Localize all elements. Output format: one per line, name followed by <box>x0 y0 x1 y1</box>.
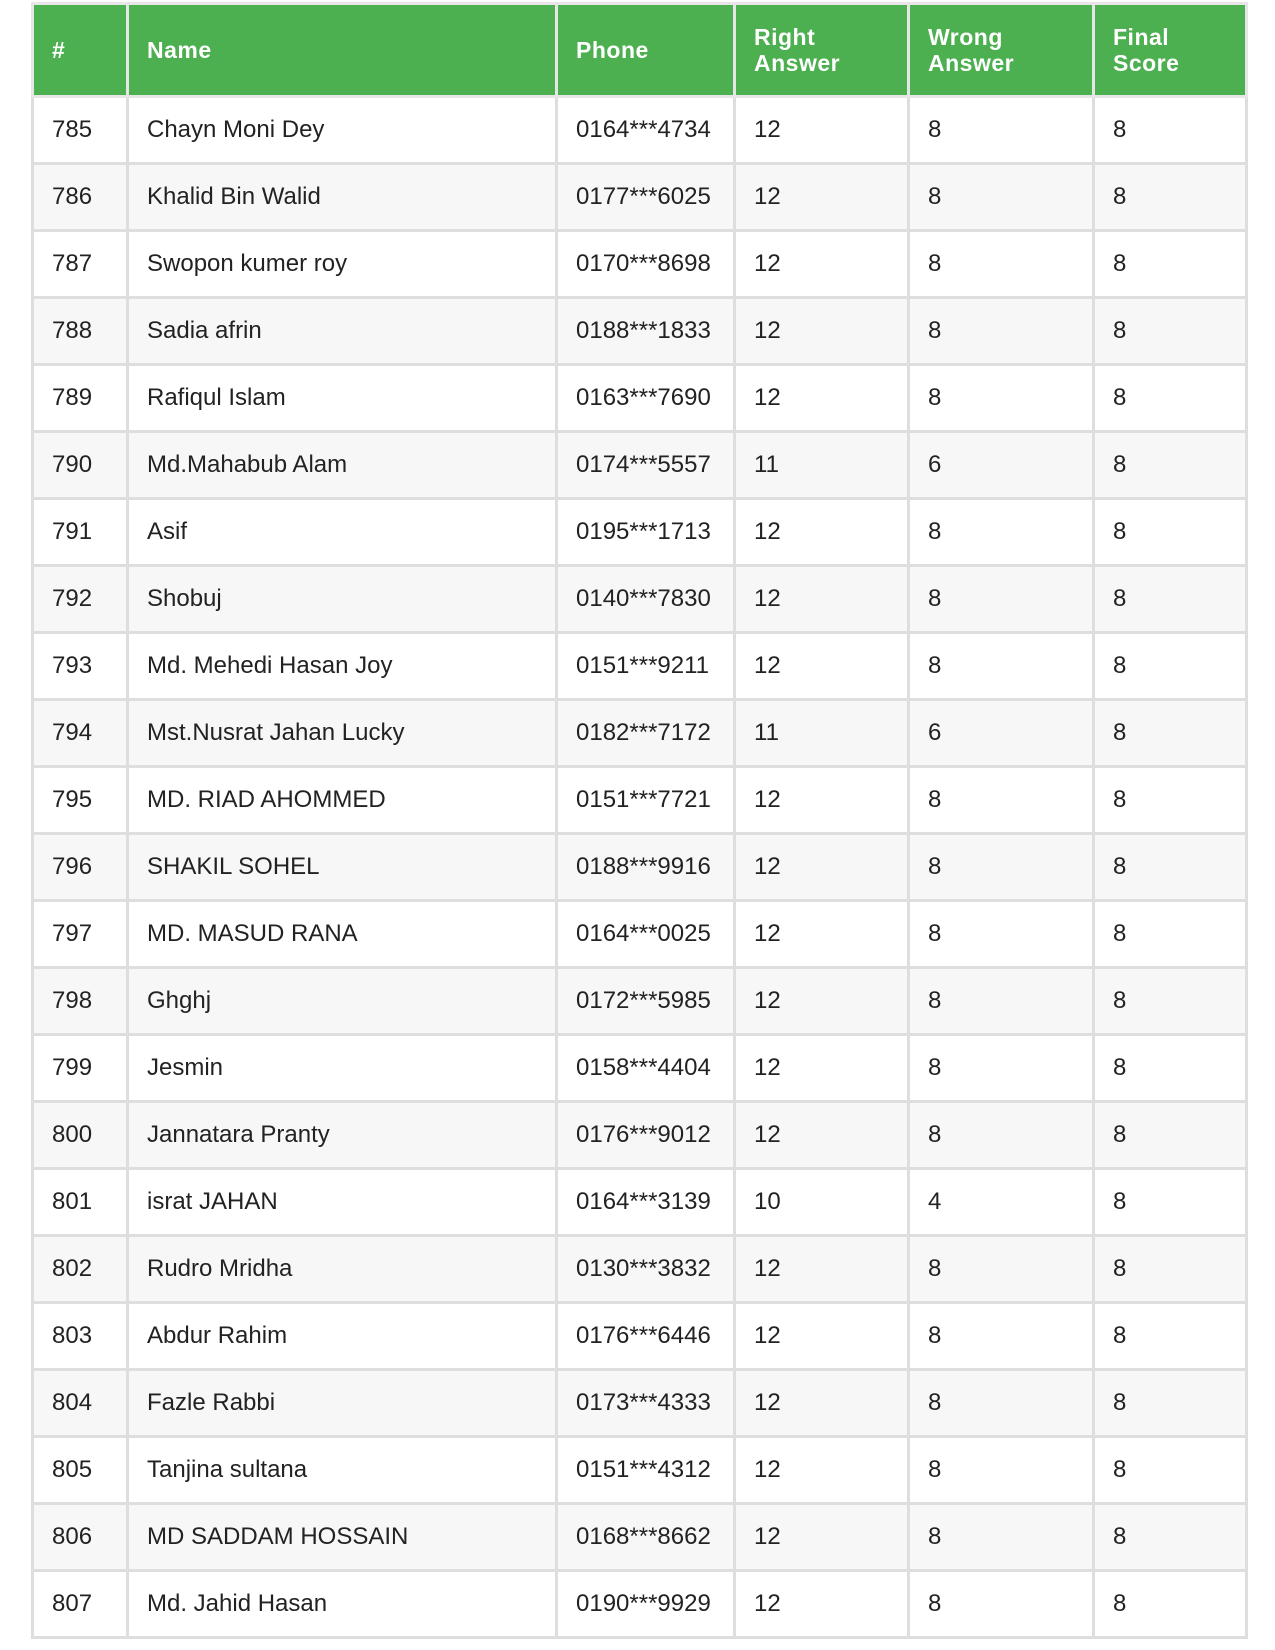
table-row <box>33 1169 1247 1236</box>
table-row <box>33 1571 1247 1638</box>
table-row <box>33 901 1247 968</box>
cell-name: Mst.Nusrat Jahan Lucky <box>128 700 557 767</box>
cell-right-answer: 12 <box>735 164 909 231</box>
cell-wrong-answer: 8 <box>909 164 1094 231</box>
cell-right-answer: 12 <box>735 231 909 298</box>
cell-number: 797 <box>33 901 128 968</box>
table-row <box>33 1437 1247 1504</box>
cell-name: Asif <box>128 499 557 566</box>
header-cell-final-score: Final Score <box>1094 4 1247 97</box>
cell-phone: 0190***9929 <box>557 1571 735 1638</box>
cell-phone: 0182***7172 <box>557 700 735 767</box>
cell-name: Jesmin <box>128 1035 557 1102</box>
cell-final-score: 8 <box>1094 1236 1247 1303</box>
cell-number: 791 <box>33 499 128 566</box>
cell-name: MD. RIAD AHOMMED <box>128 767 557 834</box>
cell-final-score: 8 <box>1094 1504 1247 1571</box>
cell-phone: 0163***7690 <box>557 365 735 432</box>
cell-phone: 0130***3832 <box>557 1236 735 1303</box>
cell-final-score: 8 <box>1094 365 1247 432</box>
cell-final-score: 8 <box>1094 1102 1247 1169</box>
cell-right-answer: 11 <box>735 700 909 767</box>
cell-final-score: 8 <box>1094 298 1247 365</box>
cell-phone: 0172***5985 <box>557 968 735 1035</box>
table-row <box>33 633 1247 700</box>
cell-right-answer: 12 <box>735 1437 909 1504</box>
cell-phone: 0168***8662 <box>557 1504 735 1571</box>
table-row <box>33 231 1247 298</box>
cell-final-score: 8 <box>1094 633 1247 700</box>
cell-right-answer: 12 <box>735 1504 909 1571</box>
cell-number: 807 <box>33 1571 128 1638</box>
cell-right-answer: 12 <box>735 1571 909 1638</box>
cell-final-score: 8 <box>1094 231 1247 298</box>
cell-final-score: 8 <box>1094 499 1247 566</box>
cell-final-score: 8 <box>1094 1303 1247 1370</box>
cell-right-answer: 12 <box>735 298 909 365</box>
cell-right-answer: 12 <box>735 566 909 633</box>
cell-right-answer: 10 <box>735 1169 909 1236</box>
header-row <box>33 4 1247 97</box>
cell-wrong-answer: 8 <box>909 97 1094 164</box>
cell-wrong-answer: 8 <box>909 1035 1094 1102</box>
cell-final-score: 8 <box>1094 97 1247 164</box>
cell-wrong-answer: 6 <box>909 432 1094 499</box>
cell-number: 805 <box>33 1437 128 1504</box>
table-row <box>33 1102 1247 1169</box>
table-row <box>33 1370 1247 1437</box>
cell-name: Swopon kumer roy <box>128 231 557 298</box>
cell-right-answer: 12 <box>735 767 909 834</box>
cell-number: 796 <box>33 834 128 901</box>
cell-wrong-answer: 8 <box>909 1102 1094 1169</box>
cell-wrong-answer: 8 <box>909 1236 1094 1303</box>
cell-phone: 0188***9916 <box>557 834 735 901</box>
cell-wrong-answer: 8 <box>909 968 1094 1035</box>
header-cell-right-answer: Right Answer <box>735 4 909 97</box>
cell-final-score: 8 <box>1094 432 1247 499</box>
cell-final-score: 8 <box>1094 767 1247 834</box>
cell-final-score: 8 <box>1094 700 1247 767</box>
cell-name: Fazle Rabbi <box>128 1370 557 1437</box>
cell-right-answer: 12 <box>735 1303 909 1370</box>
cell-number: 803 <box>33 1303 128 1370</box>
cell-right-answer: 12 <box>735 633 909 700</box>
cell-name: MD SADDAM HOSSAIN <box>128 1504 557 1571</box>
cell-number: 786 <box>33 164 128 231</box>
cell-right-answer: 12 <box>735 1102 909 1169</box>
table-header <box>33 4 1247 97</box>
cell-phone: 0176***6446 <box>557 1303 735 1370</box>
cell-phone: 0164***0025 <box>557 901 735 968</box>
cell-final-score: 8 <box>1094 566 1247 633</box>
cell-number: 785 <box>33 97 128 164</box>
cell-final-score: 8 <box>1094 164 1247 231</box>
cell-number: 789 <box>33 365 128 432</box>
table-row <box>33 1035 1247 1102</box>
cell-phone: 0176***9012 <box>557 1102 735 1169</box>
cell-right-answer: 11 <box>735 432 909 499</box>
cell-number: 806 <box>33 1504 128 1571</box>
table-row <box>33 1504 1247 1571</box>
cell-number: 801 <box>33 1169 128 1236</box>
table-row <box>33 767 1247 834</box>
cell-name: Sadia afrin <box>128 298 557 365</box>
cell-name: Tanjina sultana <box>128 1437 557 1504</box>
cell-wrong-answer: 8 <box>909 566 1094 633</box>
results-table <box>31 2 1248 1639</box>
cell-phone: 0140***7830 <box>557 566 735 633</box>
table-row <box>33 1236 1247 1303</box>
table-body <box>33 97 1247 1638</box>
cell-final-score: 8 <box>1094 1571 1247 1638</box>
cell-phone: 0188***1833 <box>557 298 735 365</box>
cell-wrong-answer: 8 <box>909 499 1094 566</box>
cell-wrong-answer: 8 <box>909 231 1094 298</box>
cell-wrong-answer: 4 <box>909 1169 1094 1236</box>
cell-name: Md. Mehedi Hasan Joy <box>128 633 557 700</box>
table-row <box>33 566 1247 633</box>
cell-name: Ghghj <box>128 968 557 1035</box>
cell-right-answer: 12 <box>735 1035 909 1102</box>
cell-wrong-answer: 8 <box>909 834 1094 901</box>
cell-name: Rudro Mridha <box>128 1236 557 1303</box>
header-cell-phone: Phone <box>557 4 735 97</box>
cell-name: Rafiqul Islam <box>128 365 557 432</box>
table-row <box>33 700 1247 767</box>
cell-wrong-answer: 6 <box>909 700 1094 767</box>
cell-right-answer: 12 <box>735 97 909 164</box>
cell-right-answer: 12 <box>735 365 909 432</box>
cell-name: Abdur Rahim <box>128 1303 557 1370</box>
cell-phone: 0174***5557 <box>557 432 735 499</box>
table-row <box>33 968 1247 1035</box>
table-row <box>33 432 1247 499</box>
cell-right-answer: 12 <box>735 1370 909 1437</box>
table-row <box>33 499 1247 566</box>
cell-phone: 0151***7721 <box>557 767 735 834</box>
cell-right-answer: 12 <box>735 499 909 566</box>
cell-wrong-answer: 8 <box>909 1437 1094 1504</box>
cell-phone: 0151***4312 <box>557 1437 735 1504</box>
cell-number: 788 <box>33 298 128 365</box>
cell-number: 799 <box>33 1035 128 1102</box>
cell-wrong-answer: 8 <box>909 901 1094 968</box>
cell-final-score: 8 <box>1094 1035 1247 1102</box>
cell-number: 792 <box>33 566 128 633</box>
cell-wrong-answer: 8 <box>909 1504 1094 1571</box>
cell-wrong-answer: 8 <box>909 365 1094 432</box>
table-row <box>33 97 1247 164</box>
cell-wrong-answer: 8 <box>909 1571 1094 1638</box>
cell-right-answer: 12 <box>735 834 909 901</box>
cell-name: Md.Mahabub Alam <box>128 432 557 499</box>
cell-number: 794 <box>33 700 128 767</box>
table-row <box>33 298 1247 365</box>
cell-wrong-answer: 8 <box>909 298 1094 365</box>
cell-wrong-answer: 8 <box>909 633 1094 700</box>
cell-name: israt JAHAN <box>128 1169 557 1236</box>
cell-final-score: 8 <box>1094 1169 1247 1236</box>
cell-right-answer: 12 <box>735 968 909 1035</box>
cell-final-score: 8 <box>1094 1370 1247 1437</box>
cell-phone: 0173***4333 <box>557 1370 735 1437</box>
cell-number: 798 <box>33 968 128 1035</box>
cell-wrong-answer: 8 <box>909 1303 1094 1370</box>
cell-phone: 0177***6025 <box>557 164 735 231</box>
cell-phone: 0151***9211 <box>557 633 735 700</box>
cell-phone: 0164***4734 <box>557 97 735 164</box>
cell-final-score: 8 <box>1094 968 1247 1035</box>
cell-phone: 0158***4404 <box>557 1035 735 1102</box>
cell-name: MD. MASUD RANA <box>128 901 557 968</box>
cell-right-answer: 12 <box>735 901 909 968</box>
cell-phone: 0164***3139 <box>557 1169 735 1236</box>
cell-name: SHAKIL SOHEL <box>128 834 557 901</box>
cell-right-answer: 12 <box>735 1236 909 1303</box>
cell-wrong-answer: 8 <box>909 1370 1094 1437</box>
cell-number: 795 <box>33 767 128 834</box>
cell-number: 802 <box>33 1236 128 1303</box>
cell-final-score: 8 <box>1094 901 1247 968</box>
cell-name: Jannatara Pranty <box>128 1102 557 1169</box>
cell-final-score: 8 <box>1094 1437 1247 1504</box>
cell-phone: 0170***8698 <box>557 231 735 298</box>
cell-name: Md. Jahid Hasan <box>128 1571 557 1638</box>
cell-name: Chayn Moni Dey <box>128 97 557 164</box>
table-row <box>33 164 1247 231</box>
cell-number: 793 <box>33 633 128 700</box>
table-row <box>33 834 1247 901</box>
cell-name: Shobuj <box>128 566 557 633</box>
table-row <box>33 365 1247 432</box>
cell-phone: 0195***1713 <box>557 499 735 566</box>
cell-wrong-answer: 8 <box>909 767 1094 834</box>
header-cell-wrong-answer: Wrong Answer <box>909 4 1094 97</box>
results-table-container <box>31 2 1245 1639</box>
cell-number: 804 <box>33 1370 128 1437</box>
cell-number: 800 <box>33 1102 128 1169</box>
cell-final-score: 8 <box>1094 834 1247 901</box>
header-cell-name: Name <box>128 4 557 97</box>
cell-number: 787 <box>33 231 128 298</box>
table-row <box>33 1303 1247 1370</box>
header-cell-number: # <box>33 4 128 97</box>
cell-name: Khalid Bin Walid <box>128 164 557 231</box>
cell-number: 790 <box>33 432 128 499</box>
